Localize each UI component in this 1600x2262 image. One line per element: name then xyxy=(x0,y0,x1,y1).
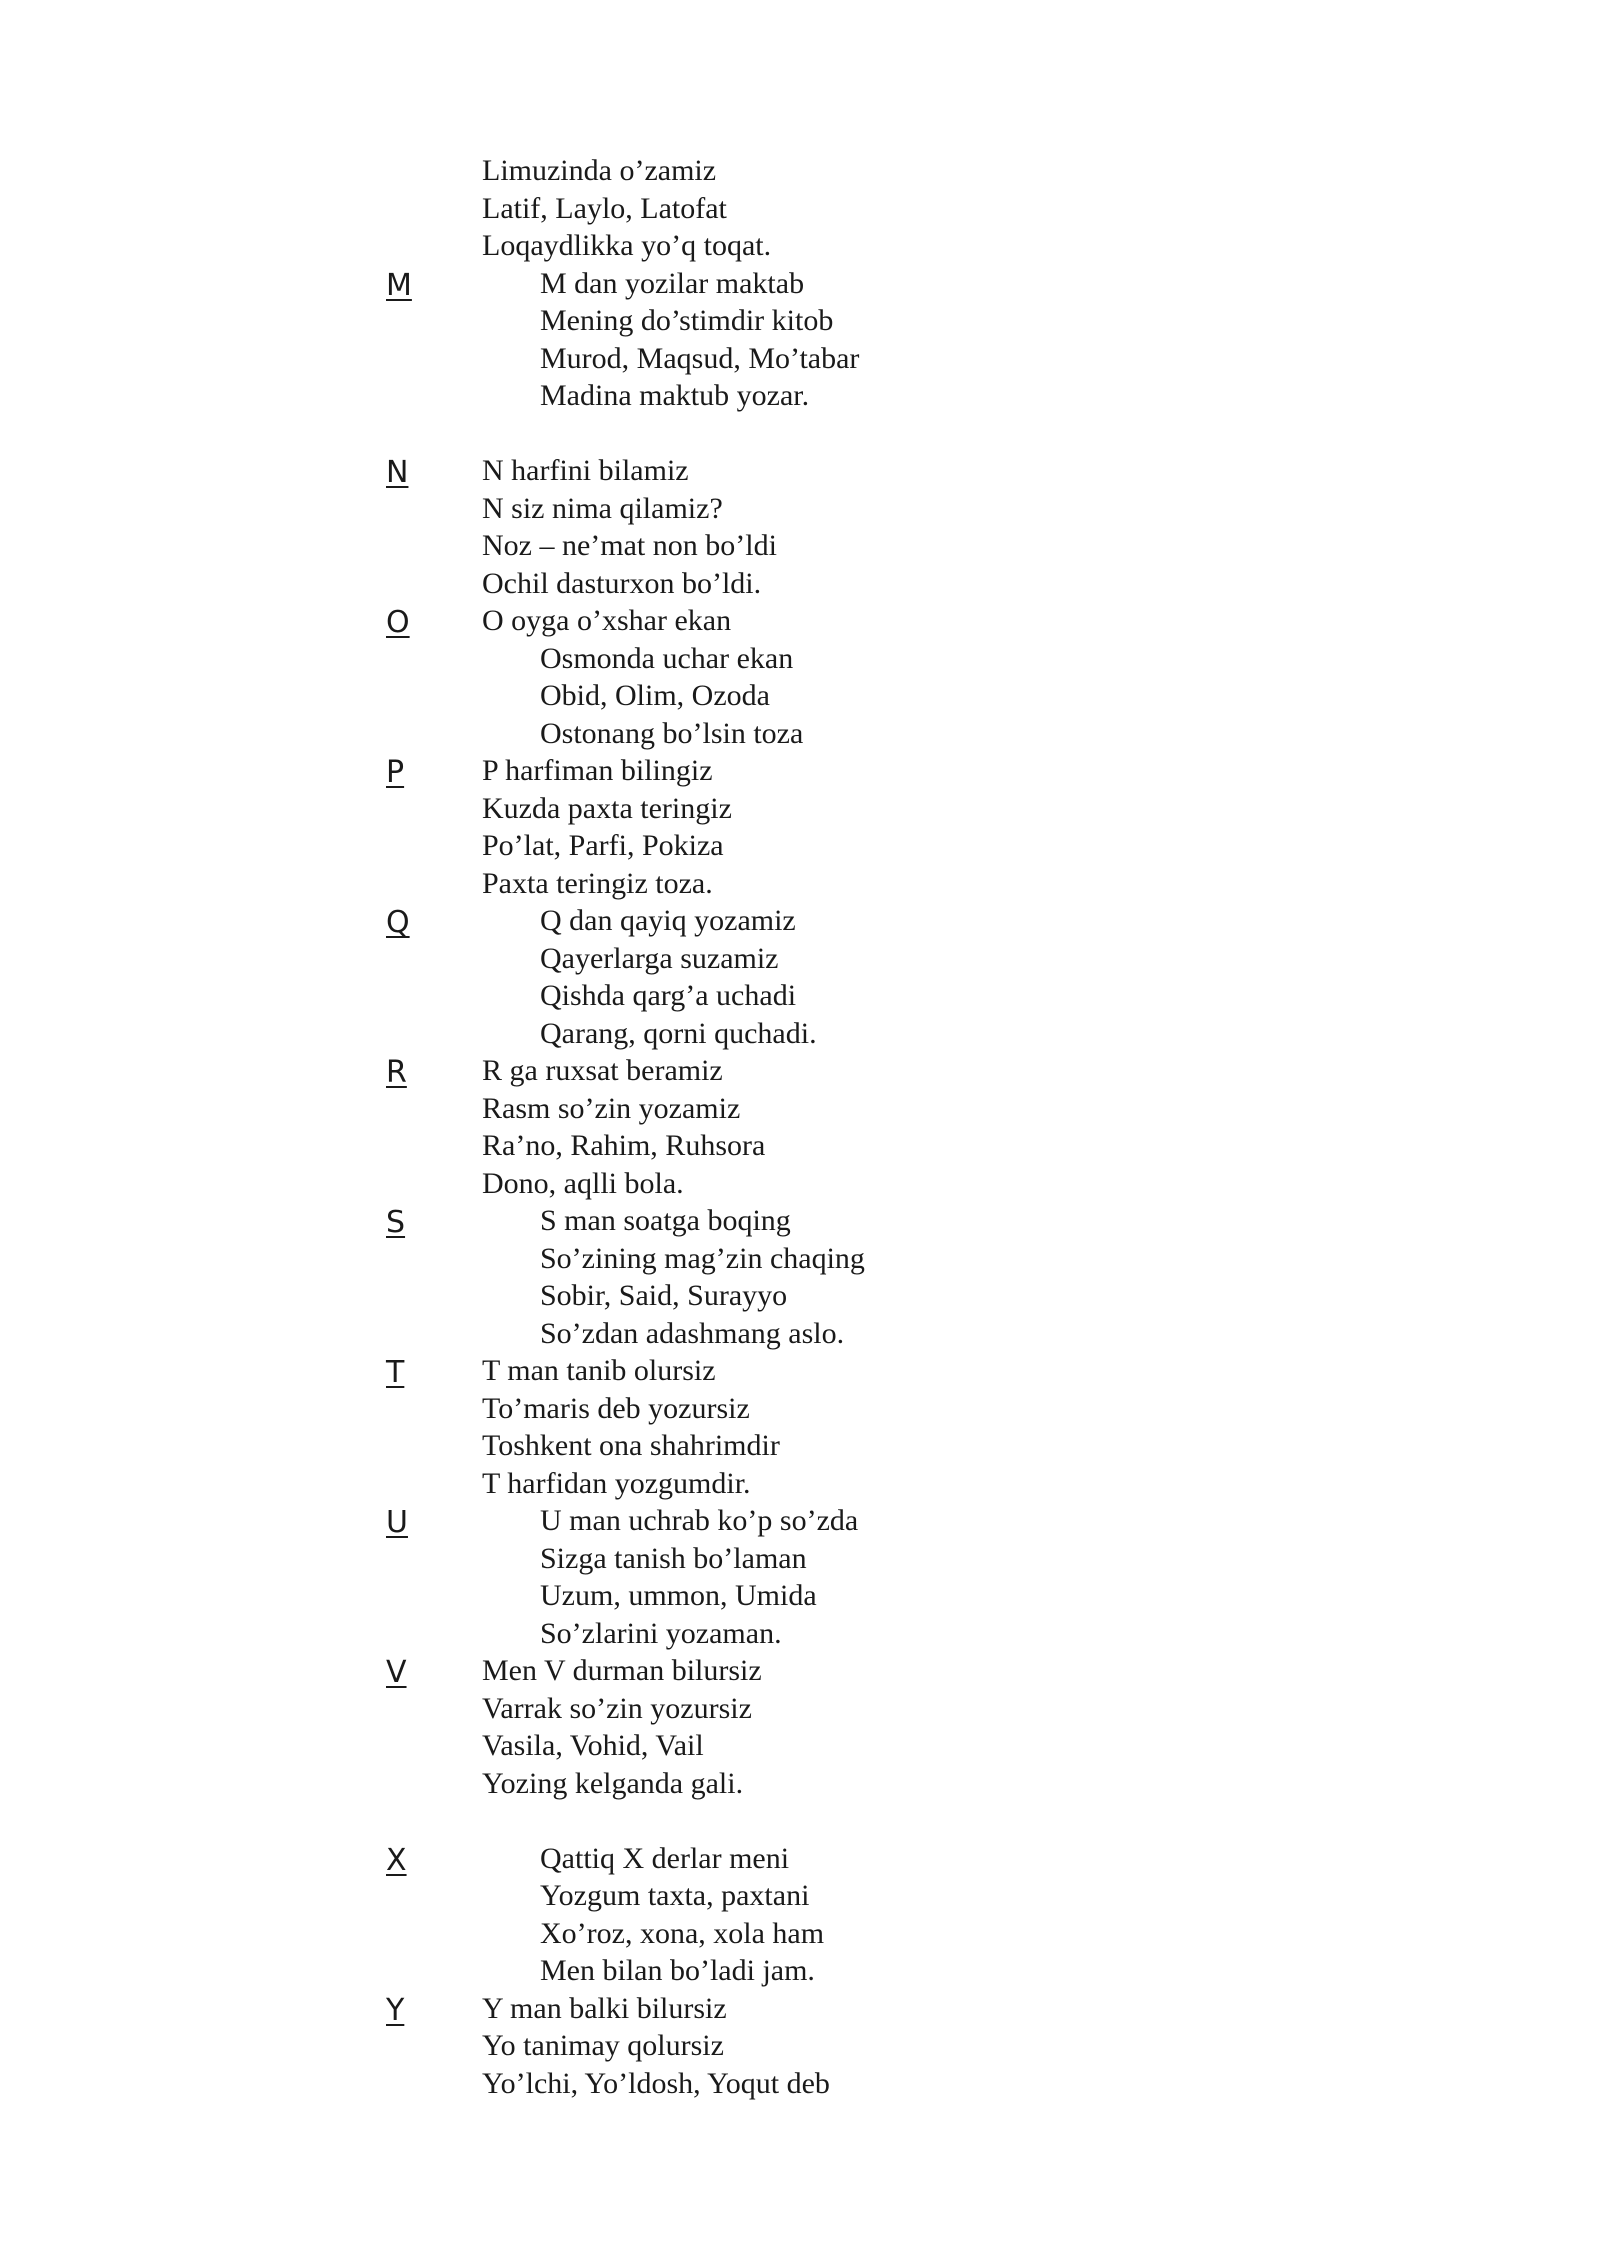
poem-line xyxy=(0,1690,1600,1728)
poem-line xyxy=(0,902,1600,940)
poem-line xyxy=(0,265,1600,303)
poem-line xyxy=(0,752,1600,790)
poem-line-text: Qishda qarg’a uchadi xyxy=(540,979,797,1012)
poem-line xyxy=(0,977,1600,1015)
section-letter: V xyxy=(386,1655,407,1690)
poem-line-text: Ra’no, Rahim, Ruhsora xyxy=(482,1129,766,1162)
poem-line-text: P harfiman bilingiz xyxy=(482,754,713,787)
poem-line xyxy=(0,1165,1600,1203)
poem-line-text: Madina maktub yozar. xyxy=(540,379,810,412)
poem-line-text: Yozing kelganda gali. xyxy=(482,1766,744,1800)
section-letter: Q xyxy=(386,905,410,940)
poem-line xyxy=(0,1727,1600,1765)
poem-line xyxy=(0,1390,1600,1428)
poem-line xyxy=(0,490,1600,528)
poem-line-text: Qattiq X derlar meni xyxy=(540,1841,790,1875)
poem-line-text: U man uchrab ko’p so’zda xyxy=(540,1504,859,1537)
poem-line-text: Sizga tanish bo’laman xyxy=(540,1541,807,1575)
poem-line-text: O oyga o’xshar ekan xyxy=(482,604,732,637)
poem-line-text: Q dan qayiq yozamiz xyxy=(540,904,796,937)
poem-line-text: Paxta teringiz toza. xyxy=(482,866,713,900)
poem-line xyxy=(0,452,1600,490)
section-letter: P xyxy=(386,755,405,790)
poem-line-text: Varrak so’zin yozursiz xyxy=(482,1691,752,1725)
poem-line xyxy=(0,1090,1600,1128)
blank-line xyxy=(0,415,1600,453)
poem-line-text: So’zdan adashmang aslo. xyxy=(540,1316,845,1350)
poem-line-text: So’zining mag’zin chaqing xyxy=(540,1241,865,1275)
poem-line-text: Noz – ne’mat non bo’ldi xyxy=(482,529,777,562)
poem-line xyxy=(0,227,1600,265)
poem-line xyxy=(0,1615,1600,1653)
poem-line xyxy=(0,1577,1600,1615)
poem-line xyxy=(0,1877,1600,1915)
poem-line xyxy=(0,2065,1600,2103)
poem-line-text: Loqaydlikka yo’q toqat. xyxy=(482,229,772,262)
poem-line-text: T man tanib olursiz xyxy=(482,1354,716,1387)
poem-line-text: Murod, Maqsud, Mo’tabar xyxy=(540,341,860,375)
poem-line-text: S man soatga boqing xyxy=(540,1204,791,1237)
poem-line xyxy=(0,1277,1600,1315)
section-letter: M xyxy=(386,267,412,303)
poem-line xyxy=(0,302,1600,340)
section-letter: O xyxy=(386,605,410,640)
poem-line xyxy=(0,1052,1600,1090)
poem-line xyxy=(0,790,1600,828)
poem-line xyxy=(0,1840,1600,1878)
poem-line-text: Latif, Laylo, Latofat xyxy=(482,191,727,225)
poem-line xyxy=(0,1427,1600,1465)
poem-line-text: Uzum, ummon, Umida xyxy=(540,1579,817,1612)
poem-line-text: Po’lat, Parfi, Pokiza xyxy=(482,829,724,862)
poem-line-text: Qarang, qorni quchadi. xyxy=(540,1016,817,1050)
poem-line xyxy=(0,190,1600,228)
section-letter: T xyxy=(386,1355,405,1390)
poem-line xyxy=(0,940,1600,978)
poem-line-text: Osmonda uchar ekan xyxy=(540,641,794,675)
poem-line xyxy=(0,527,1600,565)
poem-line-text: Ochil dasturxon bo’ldi. xyxy=(482,566,762,600)
poem-line-text: Obid, Olim, Ozoda xyxy=(540,679,770,712)
poem-line-text: Y man balki bilursiz xyxy=(482,1991,727,2025)
poem-line-text: Toshkent ona shahrimdir xyxy=(482,1429,780,1462)
poem-line xyxy=(0,1315,1600,1353)
poem-line xyxy=(0,1652,1600,1690)
section-letter: Y xyxy=(386,1992,405,2028)
poem-line xyxy=(0,602,1600,640)
poem-line-text: To’maris deb yozursiz xyxy=(482,1391,750,1425)
poem-line xyxy=(0,340,1600,378)
poem-line xyxy=(0,1465,1600,1503)
poem-line xyxy=(0,1502,1600,1540)
poem-line xyxy=(0,2027,1600,2065)
poem-line-text: N harfini bilamiz xyxy=(482,454,689,487)
poem-line xyxy=(0,377,1600,415)
section-letter: R xyxy=(386,1055,407,1090)
poem-line-text: Men V durman bilursiz xyxy=(482,1654,762,1687)
poem-line xyxy=(0,1127,1600,1165)
poem-line-text: Yo’lchi, Yo’ldosh, Yoqut deb xyxy=(482,2066,830,2100)
poem-line-text: T harfidan yozgumdir. xyxy=(482,1466,751,1500)
poem-line-text: N siz nima qilamiz? xyxy=(482,491,723,525)
poem-line-text: Sobir, Said, Surayyo xyxy=(540,1279,788,1312)
poem-line xyxy=(0,1952,1600,1990)
section-letter: U xyxy=(386,1505,408,1540)
poem-line-text: Ostonang bo’lsin toza xyxy=(540,716,804,750)
section-letter: N xyxy=(386,455,409,490)
poem-line xyxy=(0,1990,1600,2028)
poem-line-text: Dono, aqlli bola. xyxy=(482,1166,684,1200)
poem-line-text: Xo’roz, xona, xola ham xyxy=(540,1916,825,1950)
poem-line-text: Qayerlarga suzamiz xyxy=(540,941,779,975)
poem-line-text: R ga ruxsat beramiz xyxy=(482,1054,723,1087)
poem-line xyxy=(0,827,1600,865)
poem-line xyxy=(0,640,1600,678)
poem-line xyxy=(0,152,1600,190)
poem-line-text: Limuzinda o’zamiz xyxy=(482,154,717,187)
poem-line-text: M dan yozilar maktab xyxy=(540,266,805,300)
poem-line xyxy=(0,865,1600,903)
section-letter: X xyxy=(386,1842,407,1878)
alphabet-poem xyxy=(0,152,1600,2102)
poem-line xyxy=(0,1540,1600,1578)
poem-line-text: Vasila, Vohid, Vail xyxy=(482,1729,704,1762)
poem-line-text: Kuzda paxta teringiz xyxy=(482,791,732,825)
section-letter: S xyxy=(386,1205,406,1240)
blank-line xyxy=(0,1802,1600,1840)
poem-line xyxy=(0,715,1600,753)
poem-line-text: Yozgum taxta, paxtani xyxy=(540,1879,810,1912)
poem-line xyxy=(0,565,1600,603)
poem-line xyxy=(0,1015,1600,1053)
poem-line xyxy=(0,677,1600,715)
poem-line xyxy=(0,1202,1600,1240)
poem-line-text: Men bilan bo’ladi jam. xyxy=(540,1954,815,1987)
poem-line-text: So’zlarini yozaman. xyxy=(540,1616,782,1650)
poem-line xyxy=(0,1352,1600,1390)
poem-line xyxy=(0,1240,1600,1278)
poem-line-text: Mening do’stimdir kitob xyxy=(540,304,834,337)
poem-line-text: Yo tanimay qolursiz xyxy=(482,2029,724,2062)
poem-line xyxy=(0,1915,1600,1953)
poem-line xyxy=(0,1765,1600,1803)
poem-line-text: Rasm so’zin yozamiz xyxy=(482,1091,741,1125)
